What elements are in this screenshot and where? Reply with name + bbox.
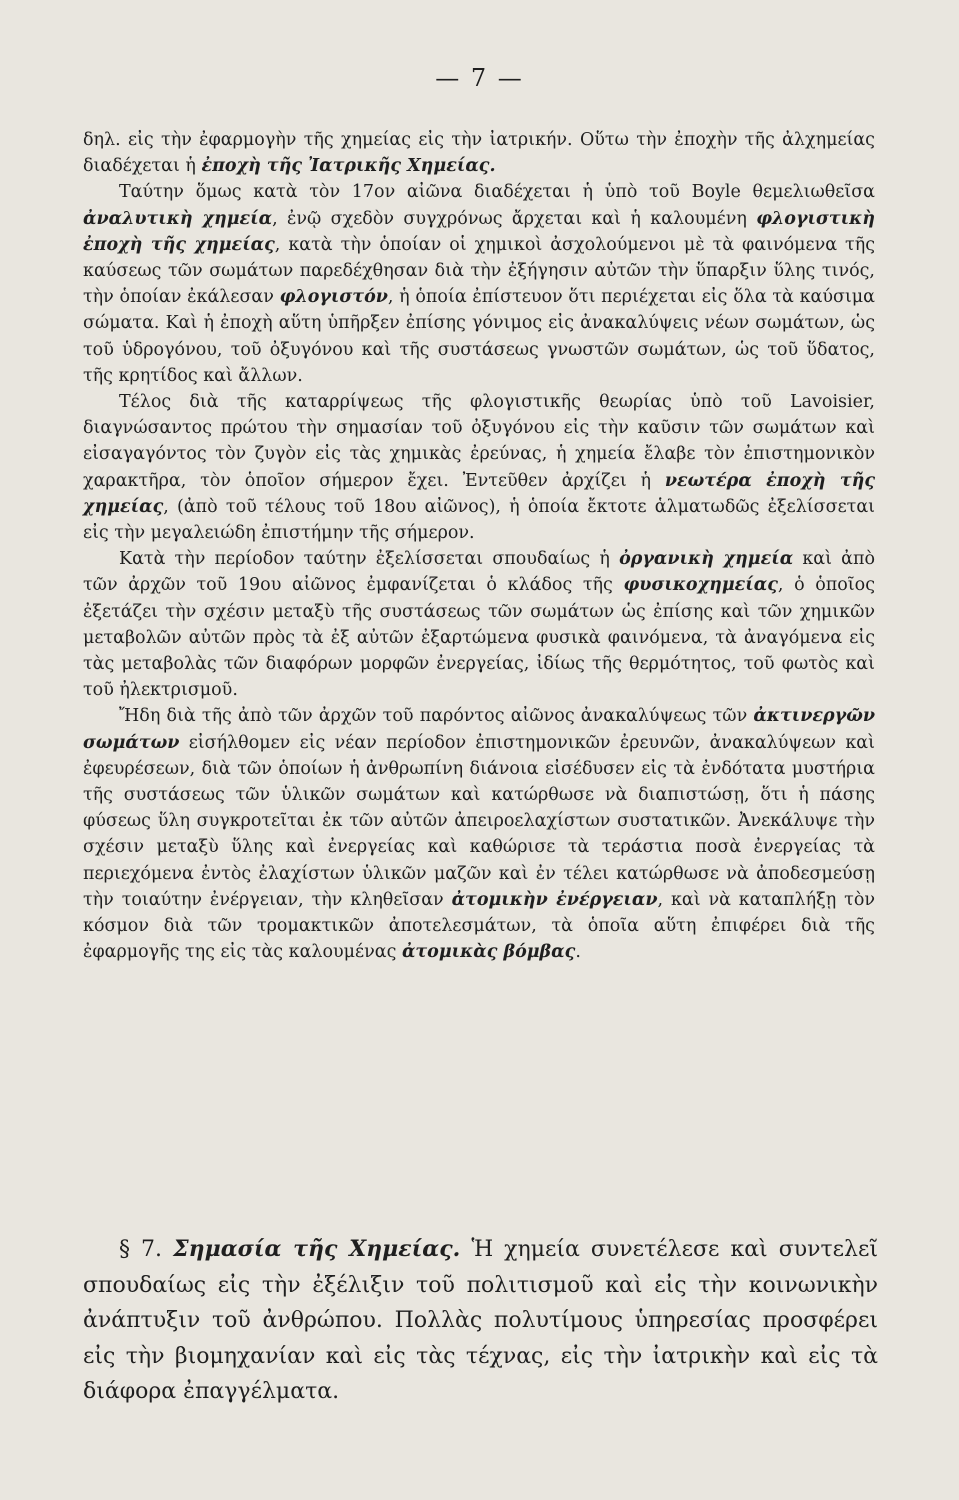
emphasized-term: φλογιστόν bbox=[279, 287, 388, 308]
emphasized-term: νεωτέρα ἐποχὴ τῆς χημείας bbox=[83, 470, 876, 517]
section-text: Ἡ χημεία συνετέλεσε καὶ συντελεῖ σπουδαίως εἰς τὴν ἐξέλιξιν τοῦ πολιτισμοῦ καὶ εἰς τὴν κοινωνικὴν ἀνάπτυξιν τοῦ ἀνθρώπου. Πολλὰς πολυτίμους ὑπηρεσίας προσφέρει εἰς τὴν βιομηχανίαν καὶ εἰς τὰς τέχνας, εἰς τὴν ἰατρικὴν καὶ εἰς τὰ διάφορα ἐπαγγέλματα. bbox=[83, 1237, 879, 1404]
text-run: καὶ ἀπὸ τῶν ἀρχῶν τοῦ 19ου αἰῶνος ἐμφανίζεται ὁ κλάδος τῆς bbox=[83, 549, 875, 596]
paragraph bbox=[83, 703, 875, 965]
text-run: , ἐνῷ σχεδὸν συγχρόνως ἄρχεται καὶ ἡ καλουμένη bbox=[272, 208, 757, 229]
section-title: Σημασία τῆς Χημείας. bbox=[173, 1236, 461, 1262]
text-run: Κατὰ τὴν περίοδον ταύτην ἐξελίσσεται σπουδαίως ἡ bbox=[119, 549, 620, 570]
text-run: , κατὰ τὴν ὁποίαν οἱ χημικοὶ ἀσχολούμενοι μὲ τὰ φαινόμενα τῆς καύσεως τῶν σωμάτων παρεδέχθησαν διὰ τὴν ἐξήγησιν αὐτῶν τὴν ὕπαρξιν ὕλης τινός, τὴν ὁποίαν ἐκάλεσαν bbox=[83, 234, 875, 308]
text-run: Τέλος διὰ τῆς καταρρίψεως τῆς φλογιστικῆς θεωρίας ὑπὸ τοῦ Lavoisier, διαγνώσαντος πρώτου τὴν σημασίαν τοῦ ὀξυγόνου εἰς τὴν καῦσιν τῶν σωμάτων καὶ εἰσαγαγόντος τὸν ζυγὸν εἰς τὰς χημικὰς ἐρεύνας, ἡ χημεία ἔλαβε τὸν ἐπιστημονικὸν χαρακτῆρα, τὸν ὁποῖον σήμερον ἔχει. Ἐντεῦθεν ἀρχίζει ἡ bbox=[83, 392, 875, 491]
section-paragraph bbox=[83, 1232, 878, 1410]
paragraph bbox=[83, 389, 875, 546]
text-run: εἰσήλθομεν εἰς νέαν περίοδον ἐπιστημονικῶν ἐρευνῶν, ἀνακαλύψεων καὶ ἐφευρέσεων, διὰ τῶν ὁποίων ἡ ἀνθρωπίνη διάνοια εἰσέδυσεν εἰς τὰ ἐνδότατα μυστήρια τῆς συστάσεως τῶν ὑλικῶν σωμάτων καὶ κατώρθωσε νὰ διαπιστώσῃ, ὅτι ἡ πάσης φύσεως ὕλη συγκροτεῖται ἐκ τῶν αὐτῶν ἀπειροελαχίστων συστατικῶν. Ἀνεκάλυψε τὴν σχέσιν μεταξὺ ὕλης καὶ ἐνεργείας καὶ καθώρισε τὰ τεράστια ποσὰ ἐνεργείας τὰ περιεχόμενα ἐντὸς ἐλαχίστων ὑλικῶν μαζῶν καὶ ἐν τέλει κατώρθωσε νὰ ἀποδεσμεύσῃ τὴν τοιαύτην ἐνέργειαν, τὴν κληθεῖσαν bbox=[83, 732, 875, 910]
text-run: Ἤδη διὰ τῆς ἀπὸ τῶν ἀρχῶν τοῦ παρόντος αἰῶνος ἀνακαλύψεως τῶν bbox=[119, 706, 754, 727]
paragraph bbox=[83, 179, 875, 389]
text-run: , καὶ νὰ καταπλήξῃ τὸν κόσμον διὰ τῶν τρομακτικῶν ἀποτελεσμάτων, τὰ ὁποῖα αὕτη ἐπιφέρει διὰ τῆς ἐφαρμογῆς της εἰς τὰς καλουμένας bbox=[83, 889, 876, 963]
text-run: , (ἀπὸ τοῦ τέλους τοῦ 18ου αἰῶνος), ἡ ὁποία ἔκτοτε ἁλματωδῶς ἐξελίσσεται εἰς τὴν μεγαλειώδη ἐπιστήμην τῆς σήμερον. bbox=[83, 496, 875, 544]
emphasized-term: ἀτομικὰς βόμβας bbox=[401, 942, 576, 963]
emphasized-term: φυσικοχημείας bbox=[623, 575, 778, 596]
paragraph bbox=[83, 546, 875, 703]
emphasized-term: ἐποχὴ τῆς Ἰατρικῆς Χημείας. bbox=[201, 156, 496, 177]
section-number: § 7. bbox=[119, 1237, 163, 1262]
text-run: , ἡ ὁποία ἐπίστευον ὅτι περιέχεται εἰς ὅλα τὰ καύσιμα σώματα. Καὶ ἡ ἐποχὴ αὕτη ὑπῆρξεν ἐπίσης γόνιμος εἰς ἀνακαλύψεις νέων σωμάτων, ὡς τοῦ ὑδρογόνου, τοῦ ὀξυγόνου καὶ τῆς συστάσεως γνωστῶν σωμάτων, ὡς τοῦ ὕδατος, τῆς κρητίδος καὶ ἄλλων. bbox=[83, 287, 875, 386]
text-run: Ταύτην ὅμως κατὰ τὸν 17ον αἰῶνα διαδέχεται ἡ ὑπὸ τοῦ Boyle θεμελιωθεῖσα bbox=[119, 182, 875, 203]
emphasized-term: ἀναλυτικὴ χημεία bbox=[83, 208, 273, 229]
paragraph bbox=[83, 127, 875, 179]
section-7 bbox=[83, 1232, 878, 1410]
emphasized-term: ἀκτινεργῶν σωμάτων bbox=[83, 706, 875, 753]
text-run: δηλ. εἰς τὴν ἐφαρμογὴν τῆς χημείας εἰς τὴν ἰατρικήν. Οὕτω τὴν ἐποχὴν τῆς ἀλχημείας διαδέχεται ἡ bbox=[83, 130, 875, 177]
emphasized-term: ὀργανικὴ χημεία bbox=[619, 549, 794, 570]
body-text bbox=[83, 127, 875, 966]
text-run: . bbox=[575, 942, 581, 963]
emphasized-term: ἀτομικὴν ἐνέργειαν bbox=[451, 889, 658, 910]
page-number: — 7 — bbox=[435, 64, 524, 92]
text-run: , ὁ ὁποῖος ἐξετάζει τὴν σχέσιν μεταξὺ τῆς συστάσεως τῶν σωμάτων ὡς ἐπίσης καὶ τῶν χημικῶν μεταβολῶν αὐτῶν πρὸς τὰ ἐξ αὐτῶν ἐξαρτώμενα φυσικὰ φαινόμενα, τὰ ἀναγόμενα εἰς τὰς μεταβολὰς τῶν διαφόρων μορφῶν ἐνεργείας, ἰδίως τῆς θερμότητος, τοῦ φωτὸς καὶ τοῦ ἠλεκτρισμοῦ. bbox=[83, 575, 875, 701]
emphasized-term: φλογιστικὴ ἐποχὴ τῆς χημείας bbox=[83, 208, 875, 255]
